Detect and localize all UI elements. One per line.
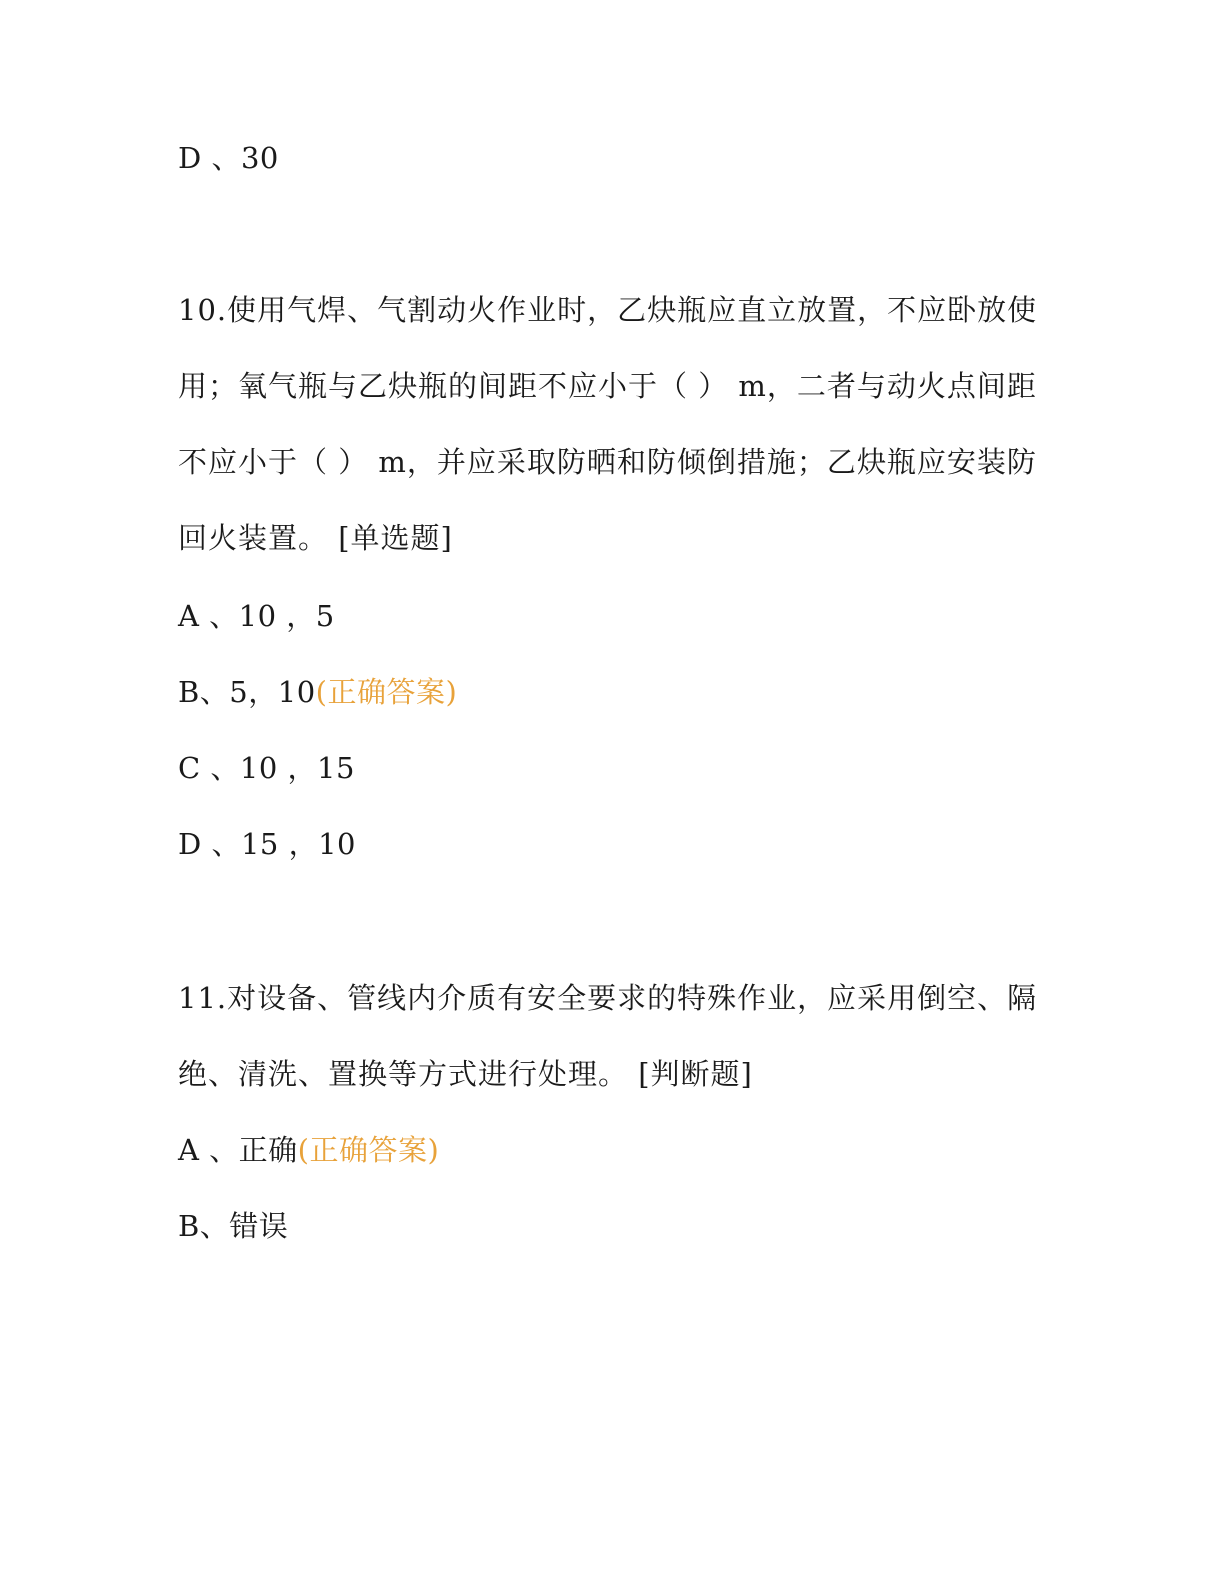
q10-stem-line-3: 不应小于（ ） m，并应采取防晒和防倾倒措施；乙炔瓶应安装防 [178,445,1037,479]
option-text: C 、10 ，15 [178,751,355,785]
q11-option-a [178,1130,439,1170]
option-text: A 、10 ，5 [178,599,335,633]
q10-stem-line-2: 用；氧气瓶与乙炔瓶的间距不应小于（ ） m，二者与动火点间距 [178,369,1037,403]
q11-stem-line-2: 绝、清洗、置换等方式进行处理。 [判断题] [178,1057,753,1091]
q11-stem-line-1: 11.对设备、管线内介质有安全要求的特殊作业，应采用倒空、隔 [178,981,1038,1015]
q10-stem-line-1: 10.使用气焊、气割动火作业时，乙炔瓶应直立放置，不应卧放使 [178,293,1038,327]
correct-answer-mark: (正确答案) [297,1133,440,1167]
option-text: B、5，10 [178,675,316,709]
q11-option-b [178,1206,288,1246]
q9-option-d [178,138,279,178]
q10-stem-line-4: 回火装置。 [单选题] [178,521,453,555]
option-text: A 、正确 [178,1133,298,1167]
q10-option-a [178,596,335,636]
correct-answer-mark: (正确答案) [315,675,458,709]
q10-option-b [178,672,457,712]
option-text: B、错误 [178,1209,289,1243]
option-text: D 、30 [178,141,279,175]
q10-option-d [178,824,356,864]
q10-option-c [178,748,355,788]
option-text: D 、15 ，10 [178,827,356,861]
